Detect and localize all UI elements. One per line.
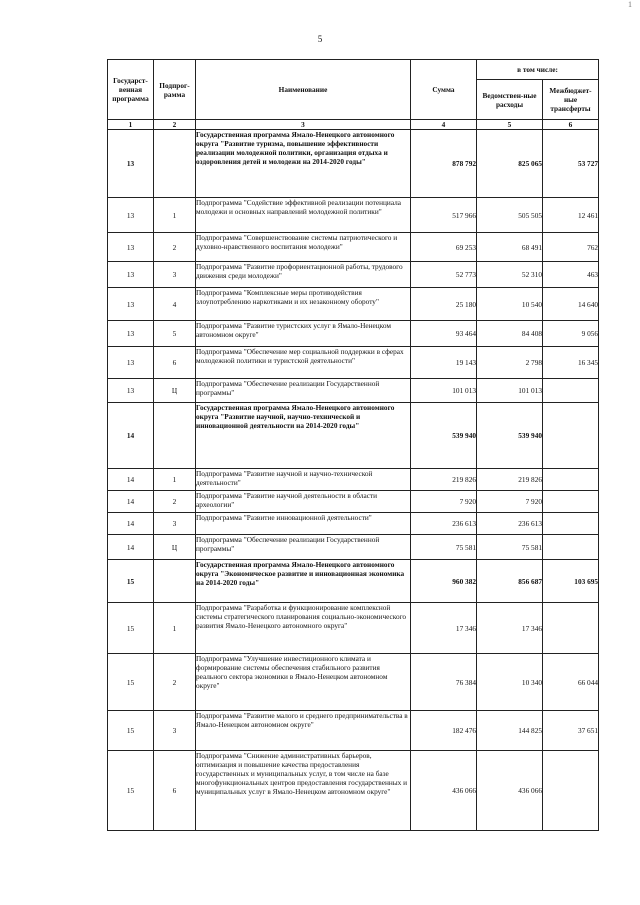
subprogram-code-cell: 2 (154, 491, 196, 513)
transfer-cell: 762 (543, 233, 599, 262)
program-code-cell: 14 (108, 469, 154, 491)
name-cell: Подпрограмма "Содействие эффективной реализации потенциала молодежи и основных направлений молодежной политики" (196, 198, 411, 233)
table-row (108, 233, 599, 262)
name-cell: Подпрограмма "Обеспечение реализации Государственной программы" (196, 379, 411, 403)
program-code-cell: 13 (108, 198, 154, 233)
sum-cell: 69 253 (411, 233, 477, 262)
transfer-cell (543, 379, 599, 403)
subprogram-code-cell (154, 560, 196, 603)
program-code-cell: 14 (108, 491, 154, 513)
departmental-cell: 10 540 (477, 288, 543, 321)
sum-cell: 75 581 (411, 535, 477, 560)
corner-mark: 1 (628, 0, 632, 9)
transfer-cell: 463 (543, 262, 599, 288)
program-code-cell: 13 (108, 288, 154, 321)
table-row (108, 321, 599, 347)
program-code-cell: 14 (108, 403, 154, 469)
name-cell: Подпрограмма "Улучшение инвестиционного климата и формирование системы обеспечения стабильного развития реального сектора экономики в Ямало-Ненецком автономном округе" (196, 654, 411, 711)
table-row (108, 535, 599, 560)
program-code-cell: 15 (108, 560, 154, 603)
departmental-cell: 68 491 (477, 233, 543, 262)
departmental-cell: 52 310 (477, 262, 543, 288)
sum-cell: 76 384 (411, 654, 477, 711)
sum-cell: 517 966 (411, 198, 477, 233)
table-row (108, 403, 599, 469)
subprogram-code-cell: 1 (154, 198, 196, 233)
name-cell: Подпрограмма "Развитие инновационной деятельности" (196, 513, 411, 535)
subprogram-code-cell: 1 (154, 603, 196, 654)
budget-table (107, 59, 599, 831)
departmental-cell: 84 408 (477, 321, 543, 347)
table-row (108, 513, 599, 535)
departmental-cell: 7 920 (477, 491, 543, 513)
sum-cell: 93 464 (411, 321, 477, 347)
program-code-cell: 14 (108, 513, 154, 535)
subprogram-code-cell: 6 (154, 347, 196, 379)
subprogram-code-cell: 2 (154, 654, 196, 711)
transfer-cell (543, 469, 599, 491)
header-subprogram: Подпрог-рамма (154, 60, 196, 120)
transfer-cell: 9 056 (543, 321, 599, 347)
subprogram-code-cell (154, 130, 196, 198)
sum-cell: 539 940 (411, 403, 477, 469)
column-number: 3 (196, 120, 411, 130)
name-cell: Подпрограмма "Комплексные меры противодействия злоупотреблению наркотиками и их незаконному обороту" (196, 288, 411, 321)
name-cell: Подпрограмма "Развитие профориентационной работы, трудового движения среди молодежи" (196, 262, 411, 288)
sum-cell: 236 613 (411, 513, 477, 535)
transfer-cell (543, 491, 599, 513)
column-number: 5 (477, 120, 543, 130)
name-cell: Подпрограмма "Развитие научной деятельности в области археологии" (196, 491, 411, 513)
transfer-cell: 12 461 (543, 198, 599, 233)
name-cell: Государственная программа Ямало-Ненецкого автономного округа "Развитие туризма, повышение эффективности реализации молодежной политики, организация отдыха и оздоровления детей и молодежи на 2014-2020 годы" (196, 130, 411, 198)
subprogram-code-cell: 4 (154, 288, 196, 321)
transfer-cell: 14 640 (543, 288, 599, 321)
subprogram-code-cell: 3 (154, 262, 196, 288)
column-number: 6 (543, 120, 599, 130)
transfer-cell: 37 651 (543, 711, 599, 751)
sum-cell: 878 792 (411, 130, 477, 198)
sum-cell: 182 476 (411, 711, 477, 751)
name-cell: Подпрограмма "Разработка и функционирование комплексной системы стратегического планирования социально-экономического развития Ямало-Ненецкого автономного округа" (196, 603, 411, 654)
program-code-cell: 15 (108, 603, 154, 654)
table-row (108, 130, 599, 198)
header-transfers: Межбюджет-ные трансферты (543, 80, 599, 120)
name-cell: Государственная программа Ямало-Ненецкого автономного округа "Развитие научной, научно-технической и инновационной деятельности на 2014-2020 годы" (196, 403, 411, 469)
table-row (108, 751, 599, 831)
transfer-cell: 16 345 (543, 347, 599, 379)
subprogram-code-cell: Ц (154, 535, 196, 560)
table-row (108, 379, 599, 403)
page-number: 5 (317, 34, 323, 44)
transfer-cell (543, 535, 599, 560)
sum-cell: 436 066 (411, 751, 477, 831)
subprogram-code-cell: 5 (154, 321, 196, 347)
header-program: Государст-венная программа (108, 60, 154, 120)
program-code-cell: 13 (108, 321, 154, 347)
program-code-cell: 15 (108, 751, 154, 831)
sum-cell: 7 920 (411, 491, 477, 513)
sum-cell: 960 382 (411, 560, 477, 603)
subprogram-code-cell: 3 (154, 711, 196, 751)
name-cell: Подпрограмма "Развитие малого и среднего предпринимательства в Ямало-Ненецком автономном округе" (196, 711, 411, 751)
transfer-cell (543, 403, 599, 469)
table-row (108, 491, 599, 513)
program-code-cell: 14 (108, 535, 154, 560)
departmental-cell: 539 940 (477, 403, 543, 469)
program-code-cell: 13 (108, 233, 154, 262)
sum-cell: 101 013 (411, 379, 477, 403)
departmental-cell: 2 798 (477, 347, 543, 379)
sum-cell: 52 773 (411, 262, 477, 288)
subprogram-code-cell: 1 (154, 469, 196, 491)
program-code-cell: 15 (108, 654, 154, 711)
transfer-cell (543, 513, 599, 535)
subprogram-code-cell: Ц (154, 379, 196, 403)
departmental-cell: 75 581 (477, 535, 543, 560)
departmental-cell: 17 346 (477, 603, 543, 654)
subprogram-code-cell: 2 (154, 233, 196, 262)
departmental-cell: 236 613 (477, 513, 543, 535)
subprogram-code-cell: 6 (154, 751, 196, 831)
table-row (108, 711, 599, 751)
column-numbers-row (108, 120, 599, 130)
header-departmental: Ведомствен-ные расходы (477, 80, 543, 120)
name-cell: Подпрограмма "Развитие туристских услуг в Ямало-Ненецком автономном округе" (196, 321, 411, 347)
name-cell: Подпрограмма "Обеспечение реализации Государственной программы" (196, 535, 411, 560)
program-code-cell: 13 (108, 130, 154, 198)
transfer-cell (543, 603, 599, 654)
departmental-cell: 10 340 (477, 654, 543, 711)
program-code-cell: 13 (108, 379, 154, 403)
table-row (108, 347, 599, 379)
departmental-cell: 144 825 (477, 711, 543, 751)
sum-cell: 25 180 (411, 288, 477, 321)
table-row (108, 288, 599, 321)
subprogram-code-cell (154, 403, 196, 469)
departmental-cell: 825 065 (477, 130, 543, 198)
transfer-cell: 53 727 (543, 130, 599, 198)
name-cell: Подпрограмма "Обеспечение мер социальной поддержки в сферах молодежной политики и туристской деятельности" (196, 347, 411, 379)
transfer-cell: 66 044 (543, 654, 599, 711)
header-name: Наименование (196, 60, 411, 120)
name-cell: Подпрограмма "Снижение административных барьеров, оптимизация и повышение качества предоставления государственных и муниципальных услуг, в том числе на базе многофункциональных центров предоставления государственных и муниципальных услуг в Ямало-Ненецком автономном округе" (196, 751, 411, 831)
table-row (108, 469, 599, 491)
transfer-cell (543, 751, 599, 831)
column-number: 2 (154, 120, 196, 130)
departmental-cell: 101 013 (477, 379, 543, 403)
program-code-cell: 13 (108, 347, 154, 379)
sum-cell: 19 143 (411, 347, 477, 379)
program-code-cell: 13 (108, 262, 154, 288)
table-row (108, 654, 599, 711)
sum-cell: 219 826 (411, 469, 477, 491)
transfer-cell: 103 695 (543, 560, 599, 603)
header-sum: Сумма (411, 60, 477, 120)
table-row (108, 560, 599, 603)
header-including: в том числе: (477, 60, 599, 80)
departmental-cell: 856 687 (477, 560, 543, 603)
name-cell: Государственная программа Ямало-Ненецкого автономного округа "Экономическое развитие и инновационная экономика на 2014-2020 годы" (196, 560, 411, 603)
name-cell: Подпрограмма "Развитие научной и научно-технической деятельности" (196, 469, 411, 491)
name-cell: Подпрограмма "Совершенствование системы патриотического и духовно-нравственного воспитания молодежи" (196, 233, 411, 262)
column-number: 1 (108, 120, 154, 130)
departmental-cell: 436 066 (477, 751, 543, 831)
program-code-cell: 15 (108, 711, 154, 751)
sum-cell: 17 346 (411, 603, 477, 654)
column-number: 4 (411, 120, 477, 130)
subprogram-code-cell: 3 (154, 513, 196, 535)
table-row (108, 262, 599, 288)
table-row (108, 603, 599, 654)
table-row (108, 198, 599, 233)
departmental-cell: 219 826 (477, 469, 543, 491)
departmental-cell: 505 505 (477, 198, 543, 233)
